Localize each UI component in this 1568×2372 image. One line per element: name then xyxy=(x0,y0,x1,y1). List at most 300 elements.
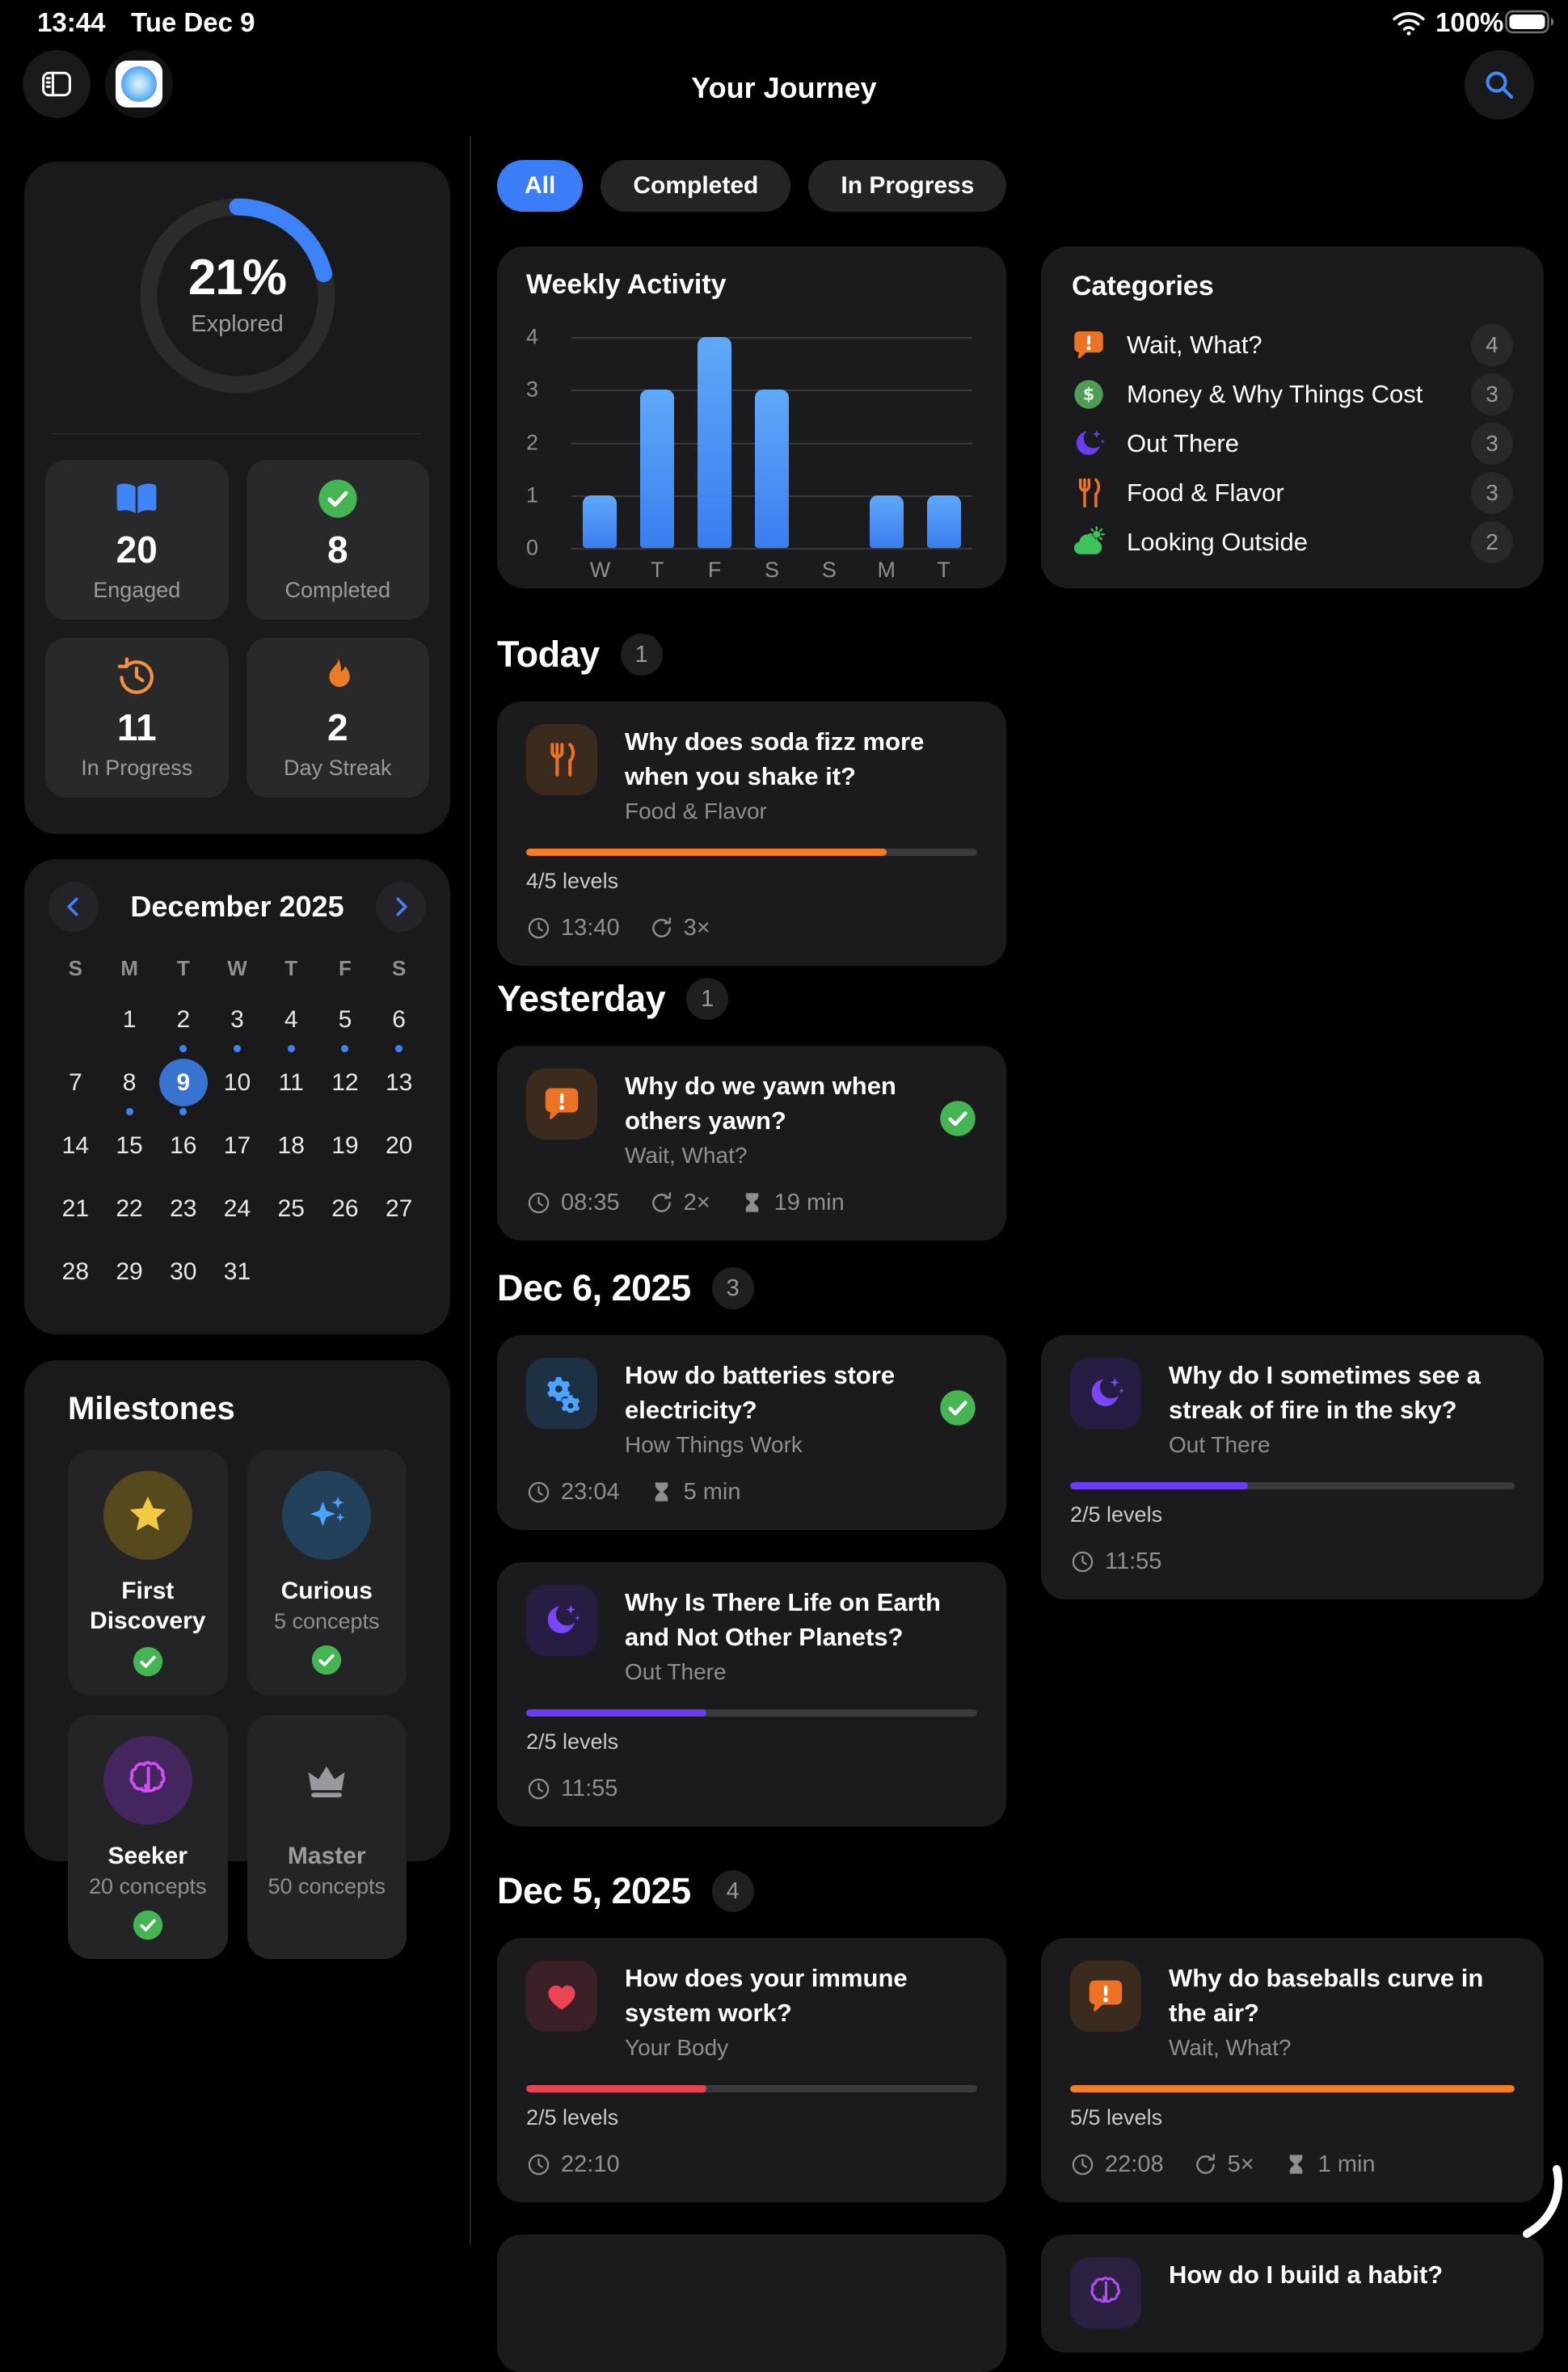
hourglass-icon xyxy=(649,1480,674,1505)
meta-text: 11:55 xyxy=(561,1776,618,1801)
check-badge-icon xyxy=(132,1909,164,1941)
meta-text: 5× xyxy=(1227,2151,1254,2177)
card-icon-tile xyxy=(526,1961,597,2032)
section-columns xyxy=(497,1938,1544,2372)
explored-progress-ring xyxy=(133,191,343,401)
category-count-badge: 3 xyxy=(1471,423,1513,465)
calendar-day-number: 27 xyxy=(385,1194,413,1222)
sparkles-icon-circle xyxy=(282,1471,371,1560)
milestone-tile xyxy=(247,1715,407,1959)
category-count-badge: 2 xyxy=(1471,521,1513,563)
concept-card[interactable] xyxy=(497,1562,1006,1826)
calendar-event-dot xyxy=(179,1045,187,1052)
heart-icon xyxy=(542,1977,581,2016)
section-title: Today xyxy=(497,634,600,675)
clock-icon xyxy=(1070,1549,1095,1574)
levels-label: 2/5 levels xyxy=(526,2105,619,2130)
chart-bar-slot xyxy=(915,337,972,548)
calendar-day-number: 3 xyxy=(230,1005,244,1033)
stat-label: Completed xyxy=(285,577,391,602)
meta-hourglass xyxy=(1283,2151,1376,2178)
section-count-badge: 3 xyxy=(712,1267,754,1309)
clock-icon xyxy=(526,916,551,941)
card-text xyxy=(625,1585,977,1685)
crown-icon xyxy=(303,1757,350,1804)
calendar-panel xyxy=(24,859,450,1334)
calendar-day-number: 11 xyxy=(278,1068,304,1096)
card-header xyxy=(526,1585,977,1685)
calendar-day-number: 23 xyxy=(170,1194,197,1222)
card-title: Why does soda fizz more when you shake it? xyxy=(625,727,925,790)
levels-label: 5/5 levels xyxy=(1070,2105,1163,2130)
category-count-badge: 3 xyxy=(1471,373,1513,415)
chart-bar xyxy=(755,390,789,548)
card-title: How does your immune system work? xyxy=(625,1964,908,2027)
concept-card[interactable] xyxy=(497,1046,1006,1241)
categories-card xyxy=(1041,246,1544,588)
card-title: Why do we yawn when others yawn? xyxy=(625,1072,896,1135)
concept-card[interactable] xyxy=(1041,1938,1544,2202)
chart-bar xyxy=(870,495,904,548)
brain-icon xyxy=(1086,2273,1125,2312)
card-category: Out There xyxy=(625,1659,727,1684)
repeat-icon xyxy=(649,916,674,941)
section-title: Yesterday xyxy=(497,978,666,1019)
card-text xyxy=(1169,1358,1515,1458)
category-label: Out There xyxy=(1127,428,1240,457)
card-header xyxy=(526,1068,977,1169)
y-axis-tick-label: 3 xyxy=(526,377,539,402)
meta-text: 1 min xyxy=(1317,2151,1376,2177)
stat-label: In Progress xyxy=(81,755,193,780)
section-title: Dec 5, 2025 xyxy=(497,1870,691,1911)
card-header xyxy=(1070,2257,1515,2328)
calendar-day[interactable] xyxy=(103,1241,157,1304)
pen-stroke xyxy=(1516,2163,1568,2245)
calendar-day xyxy=(318,1241,373,1304)
sparkles-icon xyxy=(303,1492,350,1539)
milestone-detail: 50 concepts xyxy=(268,1874,386,1898)
x-axis-tick-label: F xyxy=(707,558,722,582)
calendar-day[interactable] xyxy=(156,1052,210,1115)
calendar-day[interactable] xyxy=(372,1052,426,1115)
levels-label: 2/5 levels xyxy=(1070,1502,1163,1527)
calendar-event-dot xyxy=(288,1045,295,1052)
chart-bar-slot xyxy=(686,337,744,548)
calendar-day-number: 10 xyxy=(223,1068,251,1096)
card-meta-row xyxy=(526,1190,977,1216)
clock-icon xyxy=(526,1480,551,1505)
card-header xyxy=(526,1961,977,2061)
card-text xyxy=(625,724,977,824)
clock-icon xyxy=(526,1190,551,1215)
card-icon-tile xyxy=(526,1585,597,1656)
weekday-label: M xyxy=(120,956,138,980)
chevron-right-icon xyxy=(387,893,415,921)
star-icon xyxy=(124,1492,171,1539)
stat-day-streak xyxy=(247,638,430,798)
page-title: Your Journey xyxy=(691,71,877,104)
milestone-tile xyxy=(247,1450,407,1696)
meta-clock xyxy=(526,915,620,942)
speech-exclamation-icon xyxy=(1072,328,1106,362)
overview-divider xyxy=(53,433,421,434)
progress-fill xyxy=(526,849,887,856)
y-axis-tick-label: 1 xyxy=(526,482,539,508)
meta-text: 19 min xyxy=(773,1190,845,1215)
stat-value: 11 xyxy=(116,706,157,748)
concept-card xyxy=(497,2235,1006,2372)
search-button[interactable] xyxy=(1465,50,1534,120)
meta-clock xyxy=(526,1776,618,1802)
meta-clock xyxy=(1070,1548,1161,1575)
card-icon-tile xyxy=(1070,2257,1141,2328)
stat-completed xyxy=(247,460,430,620)
filter-chip-all[interactable]: All xyxy=(497,160,583,212)
calendar-day[interactable] xyxy=(156,989,210,1052)
chart-bar xyxy=(583,495,617,548)
weekly-activity-title: Weekly Activity xyxy=(526,269,727,300)
card-meta-row xyxy=(526,915,977,942)
explored-caption: Explored xyxy=(191,311,284,337)
progress-fill xyxy=(526,1709,706,1717)
meta-clock xyxy=(526,1479,620,1506)
card-text xyxy=(625,1068,924,1169)
meta-text: 11:55 xyxy=(1105,1548,1162,1574)
calendar-day-number: 4 xyxy=(284,1005,298,1033)
meta-clock xyxy=(526,1190,620,1216)
calendar-day[interactable] xyxy=(318,989,373,1052)
calendar-day[interactable] xyxy=(318,1115,373,1178)
milestone-name: First Discovery xyxy=(90,1578,206,1634)
weekday-label: T xyxy=(285,956,298,980)
stat-label: Engaged xyxy=(93,577,181,602)
calendar-day[interactable] xyxy=(103,1178,157,1241)
category-label: Wait, What? xyxy=(1127,330,1262,359)
category-count-badge: 3 xyxy=(1471,472,1513,514)
timeline-section xyxy=(497,978,1544,1241)
x-axis-tick-label: W xyxy=(589,558,611,582)
category-label: Money & Why Things Cost xyxy=(1127,379,1423,408)
x-axis-tick-label: T xyxy=(651,558,664,582)
calendar-day-number: 31 xyxy=(223,1258,251,1285)
calendar-day-number: 2 xyxy=(176,1005,191,1033)
calendar-day[interactable] xyxy=(210,989,264,1052)
category-row[interactable] xyxy=(1072,320,1513,369)
calendar-prev-button[interactable] xyxy=(48,882,99,932)
calendar-day-number: 24 xyxy=(223,1194,251,1222)
calendar-grid xyxy=(48,989,426,1304)
calendar-day-number: 16 xyxy=(170,1131,197,1159)
calendar-day[interactable] xyxy=(264,989,318,1052)
chart-bars xyxy=(571,337,972,548)
calendar-day-number: 19 xyxy=(331,1131,359,1159)
calendar-day-number: 26 xyxy=(331,1194,359,1222)
clock-icon xyxy=(526,2152,551,2177)
section-heading xyxy=(497,1267,1544,1309)
category-row[interactable] xyxy=(1072,517,1513,567)
history-clock-icon xyxy=(116,655,158,697)
stat-value: 2 xyxy=(327,706,348,748)
meta-text: 23:04 xyxy=(561,1479,620,1505)
calendar-day[interactable] xyxy=(372,1178,426,1241)
milestone-tile xyxy=(68,1715,228,1959)
category-row[interactable] xyxy=(1072,419,1513,468)
card-meta-row xyxy=(526,1479,977,1506)
calendar-day-number: 30 xyxy=(170,1258,197,1285)
meta-text: 13:40 xyxy=(561,915,620,941)
chart-bar-slot xyxy=(744,337,801,548)
chart-bar xyxy=(927,495,961,548)
category-count-badge: 4 xyxy=(1471,324,1513,366)
crown-icon-circle xyxy=(282,1736,371,1825)
y-axis-tick-label: 0 xyxy=(526,535,539,560)
section-count-badge: 4 xyxy=(712,1870,754,1912)
calendar-day[interactable] xyxy=(264,1052,318,1115)
concept-card[interactable] xyxy=(497,1335,1006,1530)
calendar-day[interactable] xyxy=(103,989,157,1052)
filter-chip-completed[interactable]: Completed xyxy=(601,160,790,212)
calendar-day-number: 9 xyxy=(159,1059,208,1106)
levels-label: 4/5 levels xyxy=(526,869,619,893)
card-title: Why do baseballs curve in the air? xyxy=(1169,1964,1484,2027)
weekday-label: F xyxy=(338,956,352,980)
meta-text: 22:08 xyxy=(1105,2151,1164,2177)
column-divider xyxy=(470,136,471,2245)
calendar-day[interactable] xyxy=(103,1052,157,1115)
x-axis-tick-label: T xyxy=(937,558,950,582)
calendar-day[interactable] xyxy=(210,1052,264,1115)
calendar-day[interactable] xyxy=(210,1178,264,1241)
calendar-day[interactable] xyxy=(156,1241,210,1304)
calendar-day[interactable] xyxy=(372,989,426,1052)
x-axis-tick-label: M xyxy=(877,558,896,582)
completed-check-icon xyxy=(938,1388,977,1427)
weekly-activity-card xyxy=(497,246,1006,588)
milestone-tile xyxy=(68,1450,228,1696)
calendar-day-number: 17 xyxy=(223,1131,251,1159)
timeline-section xyxy=(497,634,1544,966)
chart-bar-slot xyxy=(629,337,686,548)
section-count-badge: 1 xyxy=(621,634,663,676)
calendar-day[interactable] xyxy=(48,1115,103,1178)
meta-repeat xyxy=(649,1190,710,1216)
chart-gridline xyxy=(571,548,972,550)
card-title: How do I build a habit? xyxy=(1169,2260,1444,2289)
progress-track xyxy=(526,849,977,856)
speech-exclamation-icon xyxy=(1086,1977,1125,2016)
calendar-day xyxy=(48,989,103,1052)
y-axis-tick-label: 4 xyxy=(526,324,539,349)
calendar-day-number: 15 xyxy=(116,1131,143,1159)
section-count-badge: 1 xyxy=(686,978,728,1020)
dollar-coin-icon xyxy=(1072,377,1106,411)
card-category: How Things Work xyxy=(625,1432,803,1457)
weekday-label: S xyxy=(68,956,83,980)
progress-track xyxy=(526,1709,977,1717)
calendar-day-number: 5 xyxy=(338,1005,352,1033)
cards-column-right xyxy=(1041,1938,1544,2353)
wifi-icon xyxy=(1392,11,1426,36)
calendar-day[interactable] xyxy=(156,1178,210,1241)
chart-bar xyxy=(698,337,731,548)
progress-fill xyxy=(526,2085,706,2092)
timeline-section xyxy=(497,1267,1544,1826)
progress-track xyxy=(526,2085,977,2092)
card-header xyxy=(1070,1358,1515,1458)
flame-icon xyxy=(317,655,359,697)
concept-card[interactable] xyxy=(1041,1335,1544,1599)
repeat-icon xyxy=(649,1190,674,1215)
brain-icon-circle xyxy=(103,1736,192,1825)
calendar-day[interactable] xyxy=(210,1241,264,1304)
status-date: Tue Dec 9 xyxy=(131,7,255,37)
check-circle-icon xyxy=(317,478,359,520)
cards-column-left xyxy=(497,1938,1006,2372)
meta-text: 22:10 xyxy=(561,2151,620,2177)
category-row[interactable] xyxy=(1072,468,1513,517)
cloud-sun-icon xyxy=(1072,525,1106,559)
card-title: Why Is There Life on Earth and Not Other Planets? xyxy=(625,1588,941,1651)
meta-clock xyxy=(526,2151,620,2178)
battery-percent: 100% xyxy=(1435,7,1504,37)
fork-knife-icon xyxy=(542,740,581,779)
card-category: Your Body xyxy=(625,2035,729,2060)
filter-chip-in-progress[interactable]: In Progress xyxy=(808,160,1006,212)
chart-bar xyxy=(640,390,674,548)
calendar-weekday-row xyxy=(48,956,426,981)
calendar-day-number: 18 xyxy=(277,1131,305,1159)
meta-hourglass xyxy=(649,1479,741,1506)
milestones-title: Milestones xyxy=(68,1391,235,1426)
calendar-next-button[interactable] xyxy=(376,882,426,932)
section-heading xyxy=(497,634,1544,676)
calendar-day[interactable] xyxy=(48,1052,103,1115)
milestones-panel xyxy=(24,1360,450,1898)
chart-x-axis xyxy=(571,558,972,583)
calendar-day[interactable] xyxy=(264,1115,318,1178)
card-category: Wait, What? xyxy=(625,1143,748,1168)
cards-column-left xyxy=(497,701,1006,966)
timeline-section xyxy=(497,1870,1544,2372)
clock-icon xyxy=(1070,2152,1095,2177)
card-icon-tile xyxy=(1070,1358,1141,1429)
card-title: How do batteries store electricity? xyxy=(625,1361,896,1424)
fork-knife-icon xyxy=(1072,476,1106,510)
calendar-day-number: 1 xyxy=(122,1005,137,1033)
card-category: Wait, What? xyxy=(1169,2035,1292,2060)
calendar-event-dot xyxy=(395,1045,403,1052)
stat-value: 8 xyxy=(327,528,348,571)
meta-repeat xyxy=(1193,2151,1254,2178)
overview-panel xyxy=(24,162,450,834)
category-label: Food & Flavor xyxy=(1127,478,1284,507)
card-category: Out There xyxy=(1169,1432,1271,1457)
calendar-day[interactable] xyxy=(372,1115,426,1178)
chevron-left-icon xyxy=(60,893,87,921)
brain-icon xyxy=(124,1757,171,1804)
clock-icon xyxy=(526,1776,551,1801)
calendar-event-dot xyxy=(179,1108,187,1115)
calendar-day[interactable] xyxy=(48,1241,103,1304)
calendar-day-number: 22 xyxy=(116,1194,143,1222)
concept-card[interactable] xyxy=(497,701,1006,966)
explored-percent: 21% xyxy=(188,250,287,305)
cards-column-right xyxy=(1041,1335,1544,1599)
status-time: 13:44 xyxy=(37,7,106,37)
concept-card[interactable] xyxy=(1041,2235,1544,2353)
calendar-day[interactable] xyxy=(48,1178,103,1241)
calendar-day[interactable] xyxy=(210,1115,264,1178)
card-category: Food & Flavor xyxy=(625,798,767,824)
card-title: Why do I sometimes see a streak of fire in the sky? xyxy=(1169,1361,1481,1424)
meta-text: 2× xyxy=(683,1190,710,1215)
calendar-day-number: 13 xyxy=(385,1068,413,1096)
calendar-event-dot xyxy=(126,1108,133,1115)
milestone-name: Seeker xyxy=(107,1843,188,1869)
meta-hourglass xyxy=(740,1190,845,1216)
calendar-day-number: 6 xyxy=(392,1005,406,1033)
y-axis-tick-label: 2 xyxy=(526,430,539,454)
weekday-label: S xyxy=(391,956,407,980)
moon-sparkle-icon xyxy=(542,1601,581,1640)
calendar-event-dot xyxy=(234,1045,241,1052)
chart-bar-slot xyxy=(800,337,858,548)
calendar-day-number: 28 xyxy=(61,1258,90,1285)
calendar-day[interactable] xyxy=(318,1052,373,1115)
card-text xyxy=(625,1961,977,2061)
section-columns xyxy=(497,1335,1544,1826)
card-header xyxy=(526,724,977,824)
card-icon-tile xyxy=(1070,1961,1141,2032)
chart-bar-slot xyxy=(571,337,629,548)
concept-card[interactable] xyxy=(497,1938,1006,2202)
weekly-activity-chart xyxy=(526,317,977,584)
calendar-month-title: December 2025 xyxy=(130,890,344,923)
card-meta-row xyxy=(1070,1548,1515,1575)
milestone-name: Master xyxy=(287,1843,366,1869)
calendar-day[interactable] xyxy=(156,1115,210,1178)
meta-clock xyxy=(1070,2151,1164,2178)
cards-column-left xyxy=(497,1046,1006,1241)
card-text xyxy=(625,1358,924,1458)
svg-text:$: $ xyxy=(1082,384,1095,404)
meta-text: 08:35 xyxy=(561,1190,620,1215)
calendar-day-number: 8 xyxy=(122,1068,137,1096)
section-columns xyxy=(497,701,1544,966)
calendar-day-number: 7 xyxy=(69,1068,82,1096)
category-row[interactable] xyxy=(1072,369,1513,419)
card-meta-row xyxy=(526,1776,977,1802)
progress-track xyxy=(1070,2085,1515,2092)
stat-label: Day Streak xyxy=(283,755,392,780)
meta-repeat xyxy=(649,915,710,942)
calendar-day[interactable] xyxy=(264,1178,318,1241)
star-icon-circle xyxy=(103,1471,192,1560)
calendar-day[interactable] xyxy=(318,1178,373,1241)
card-text xyxy=(1169,2257,1515,2292)
card-text xyxy=(1169,1961,1515,2061)
moon-sparkle-icon xyxy=(1086,1374,1125,1413)
search-icon xyxy=(1482,67,1517,103)
calendar-day[interactable] xyxy=(103,1115,157,1178)
card-header xyxy=(1070,1961,1515,2061)
card-header xyxy=(526,1358,977,1458)
calendar-day-number: 25 xyxy=(277,1194,305,1222)
x-axis-tick-label: S xyxy=(765,558,780,582)
calendar-day-number: 14 xyxy=(61,1131,90,1159)
calendar-day xyxy=(372,1241,426,1304)
